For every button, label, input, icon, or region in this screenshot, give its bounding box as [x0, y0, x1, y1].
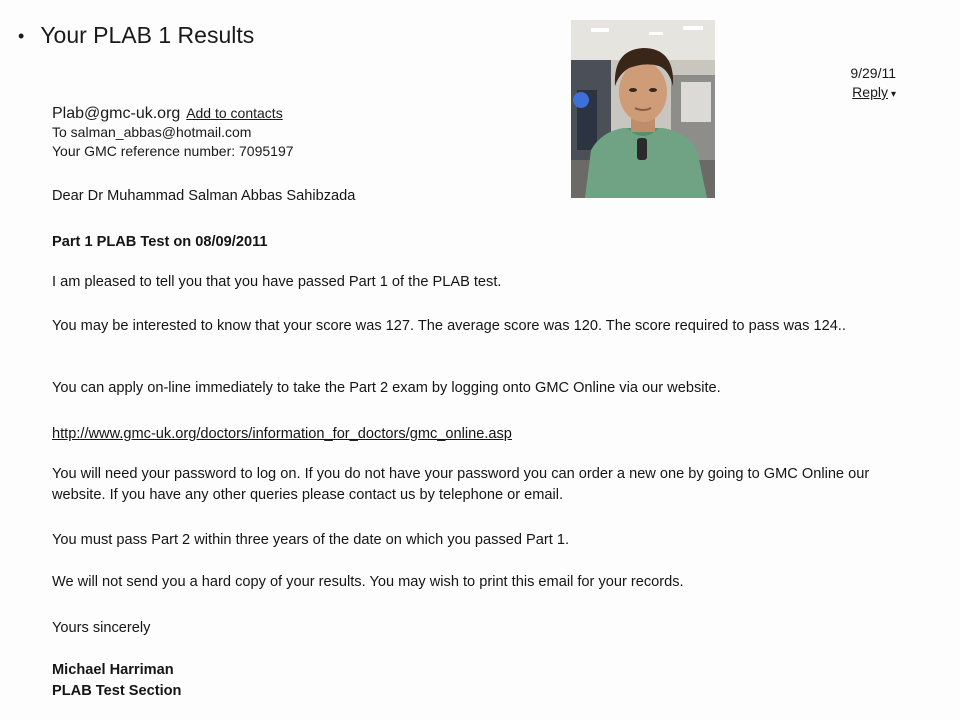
recipient-line: To salman_abbas@hotmail.com	[52, 124, 252, 140]
salutation: Dear Dr Muhammad Salman Abbas Sahibzada	[52, 188, 356, 204]
email-subject	[18, 22, 254, 49]
signer-section: PLAB Test Section	[52, 683, 182, 699]
bullet-icon: •	[18, 25, 25, 46]
profile-photo	[571, 20, 715, 198]
reply-control[interactable]	[850, 83, 896, 104]
profile-photo-image	[571, 20, 715, 198]
gmc-online-link[interactable]: http://www.gmc-uk.org/doctors/information_for_doctors/gmc_online.asp	[52, 426, 512, 442]
add-to-contacts-link[interactable]: Add to contacts	[186, 105, 283, 121]
email-date: 9/29/11	[850, 65, 896, 81]
reference-number: Your GMC reference number: 7095197	[52, 143, 294, 159]
section-heading: Part 1 PLAB Test on 08/09/2011	[52, 234, 268, 250]
closing: Yours sincerely	[52, 620, 151, 636]
paragraph-pass: I am pleased to tell you that you have passed Part 1 of the PLAB test.	[52, 274, 502, 290]
email-header	[52, 104, 294, 161]
paragraph-apply: You can apply on-line immediately to take the Part 2 exam by logging onto GMC Online via our website.	[52, 380, 721, 396]
gmc-online-link-row	[52, 424, 912, 445]
email-meta	[850, 64, 896, 104]
paragraph-password: You will need your password to log on. If you do not have your password you can order a new one by going to GMC Online our website. If you have any other queries please contact us by telephone or email.	[52, 466, 870, 503]
paragraph-part2-deadline: You must pass Part 2 within three years of the date on which you passed Part 1.	[52, 532, 570, 548]
signer-name: Michael Harriman	[52, 662, 174, 678]
paragraph-score: You may be interested to know that your score was 127. The average score was 120. The score required to pass was 124..	[52, 318, 846, 334]
sender-address: Plab@gmc-uk.org	[52, 105, 181, 122]
reply-link[interactable]: Reply	[852, 84, 888, 100]
subject-title: Your PLAB 1 Results	[40, 22, 255, 48]
paragraph-no-hard-copy: We will not send you a hard copy of your results. You may wish to print this email for your records.	[52, 574, 684, 590]
chevron-down-icon[interactable]: ▾	[890, 89, 896, 100]
